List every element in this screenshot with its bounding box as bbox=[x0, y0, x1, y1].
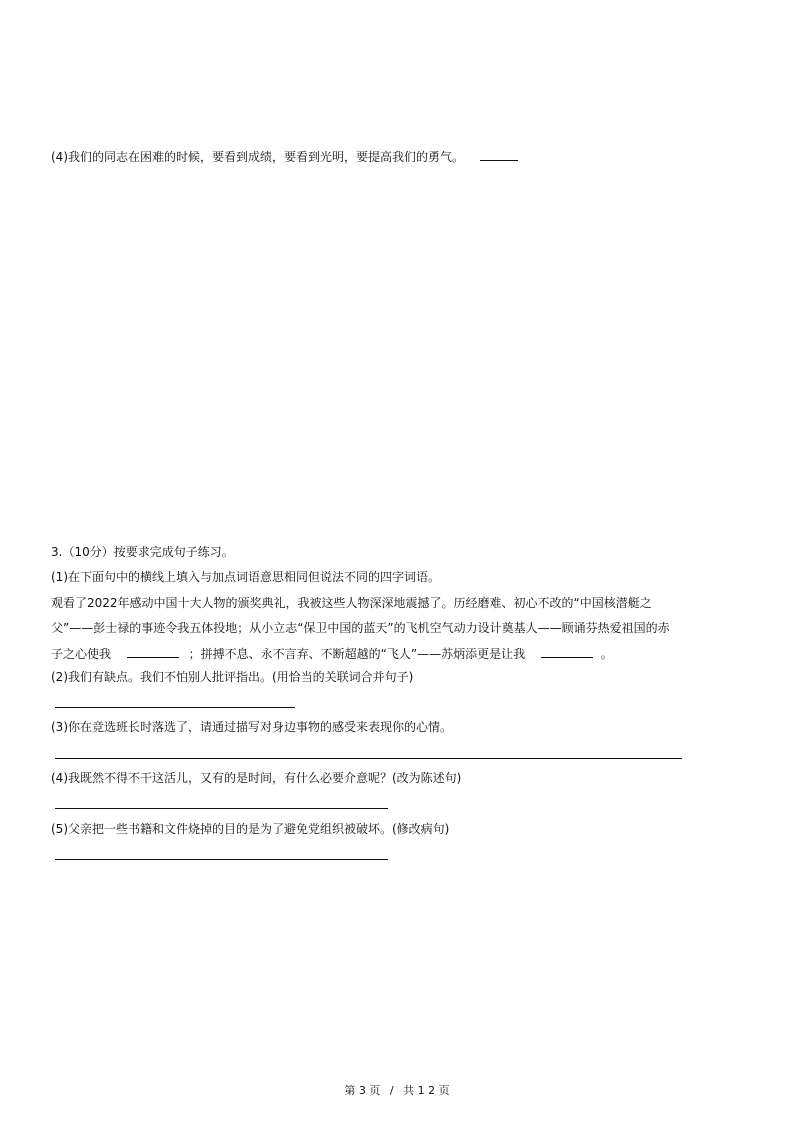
q3-header: 3.（10分）按要求完成句子练习。 bbox=[51, 545, 234, 559]
page-total: 共 1 2 页 bbox=[403, 1084, 450, 1097]
q3-passage-line3 bbox=[51, 645, 613, 662]
q3-item4: (4)我既然不得不干这活儿，又有的是时间，有什么必要介意呢？(改为陈述句) bbox=[51, 771, 462, 785]
page-number: 第 3 页 bbox=[344, 1084, 381, 1097]
q3-item5: (5)父亲把一些书籍和文件烧掉的目的是为了避免党组织被破坏。(修改病句) bbox=[51, 822, 450, 836]
q3-passage-line3-start: 子之心使我 bbox=[51, 647, 112, 661]
q3-item3: (3)你在竞选班长时落选了，请通过描写对身边事物的感受来表现你的心情。 bbox=[51, 720, 453, 734]
q3-passage-line3-end: 。 bbox=[600, 647, 613, 661]
q3-item2: (2)我们有缺点。我们不怕别人批评指出。(用恰当的关联词合并句子) bbox=[51, 670, 414, 684]
q3-item1-blank-2[interactable] bbox=[541, 645, 593, 658]
q3-passage-line3-middle: ；拼搏不息、永不言弃、不断超越的“飞人”——苏炳添更是让我 bbox=[188, 647, 526, 661]
q2-item4-text: (4)我们的同志在困难的时候，要看到成绩，要看到光明，要提高我们的勇气。 bbox=[51, 150, 465, 164]
q3-item3-answer-line[interactable] bbox=[55, 758, 682, 759]
page-separator: / bbox=[389, 1084, 394, 1097]
q3-passage-line1: 观看了2022年感动中国十大人物的颁奖典礼，我被这些人物深深地震撼了。历经磨难、初心不改的“中国核潜艇之 bbox=[51, 596, 652, 610]
q3-item1-instruction: (1)在下面句中的横线上填入与加点词语意思相同但说法不同的四字词语。 bbox=[51, 570, 441, 584]
q3-item1-blank-1[interactable] bbox=[127, 645, 179, 658]
q3-item4-answer-line[interactable] bbox=[55, 808, 388, 809]
page-footer bbox=[0, 1084, 794, 1098]
q2-item4 bbox=[51, 148, 518, 165]
q3-item5-answer-line[interactable] bbox=[55, 859, 388, 860]
q3-passage-line2: 父”——彭士禄的事迹令我五体投地；从小立志“保卫中国的蓝天”的飞机空气动力设计奠基人——顾诵芬热爱祖国的赤 bbox=[51, 621, 670, 635]
q3-item2-answer-line[interactable] bbox=[55, 707, 295, 708]
q2-item4-answer-blank[interactable] bbox=[480, 148, 518, 161]
